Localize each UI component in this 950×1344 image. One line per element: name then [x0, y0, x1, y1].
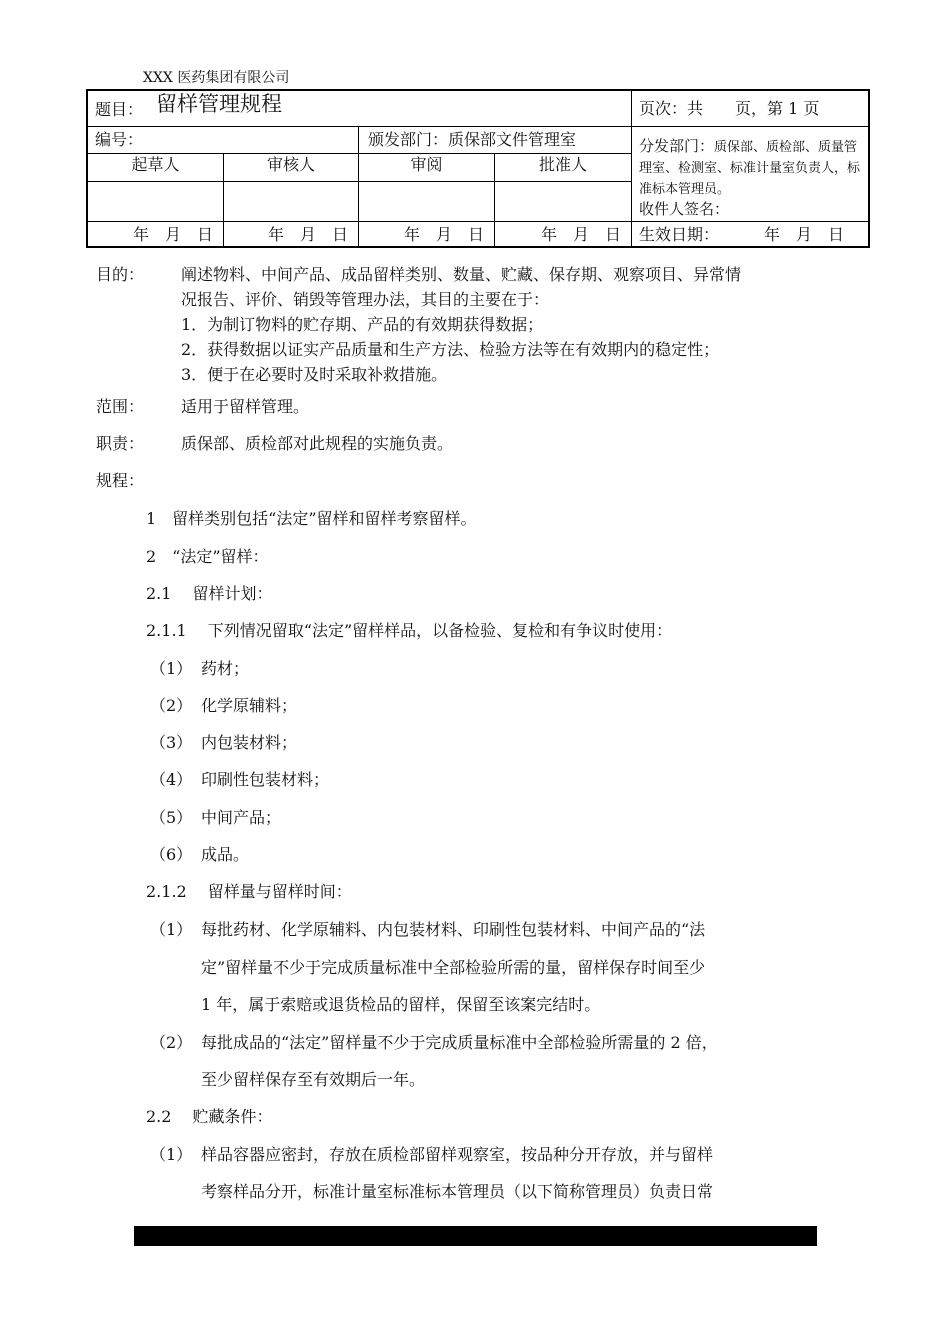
list-item-number: （1）	[150, 1145, 193, 1164]
purpose-item: 3．便于在必要时及时采取补救措施。	[181, 365, 448, 384]
recipient-signature-label: 收件人签名：	[639, 200, 730, 218]
distribution-block	[639, 136, 865, 220]
col-divider	[631, 91, 632, 248]
row-divider	[88, 153, 631, 154]
page-info: 页次：共 页，第 1 页	[639, 99, 820, 118]
list-item-number: （2）	[150, 1033, 193, 1052]
number-label: 编号：	[95, 130, 144, 149]
purpose-label: 目的：	[96, 265, 145, 284]
company-name: XXX 医药集团有限公司	[143, 70, 290, 86]
responsibility-label: 职责：	[96, 434, 145, 453]
list-item: 内包装材料；	[201, 733, 298, 752]
list-item: 化学原辅料；	[201, 696, 298, 715]
purpose-text: 阐述物料、中间产品、成品留样类别、数量、贮藏、保存期、观察项目、异常情	[181, 265, 742, 284]
document-header-table	[86, 89, 870, 248]
paragraph-line: 至少留样保存至有效期后一年。	[201, 1070, 426, 1089]
scope-text: 适用于留样管理。	[181, 397, 310, 416]
footer-bar	[134, 1226, 817, 1246]
list-item-number: （4）	[150, 770, 193, 789]
role-approver: 批准人	[538, 155, 587, 174]
document-title: 留样管理规程	[156, 92, 282, 116]
paragraph-line: 样品容器应密封，存放在质检部留样观察室，按品种分开存放，并与留样	[201, 1145, 714, 1164]
scope-label: 范围：	[96, 397, 145, 416]
purpose-text: 况报告、评价、销毁等管理办法，其目的主要在于：	[181, 290, 550, 309]
section-1: 1 留样类别包括“法定”留样和留样考察留样。	[146, 509, 477, 528]
subject-label: 题目：	[95, 100, 144, 119]
section-2: 2 “法定”留样：	[146, 547, 269, 566]
effective-date-label: 生效日期：	[639, 225, 720, 244]
distribution-departments: 质保部、质检部、质量管理室、检测室、标准计量室负责人，标准标本管理员。	[639, 140, 861, 197]
effective-date: 年 月 日	[764, 225, 845, 244]
list-item-number: （1）	[150, 920, 193, 939]
list-item: 印刷性包装材料；	[201, 770, 330, 789]
purpose-item: 1．为制订物料的贮存期、产品的有效期获得数据；	[181, 315, 544, 334]
paragraph-line: 考察样品分开，标准计量室标准标本管理员（以下简称管理员）负责日常	[201, 1182, 714, 1201]
procedure-label: 规程：	[96, 471, 145, 490]
list-item-number: （3）	[150, 733, 193, 752]
row-divider	[88, 126, 870, 127]
purpose-item: 2．获得数据以证实产品质量和生产方法、检验方法等在有效期内的稳定性；	[181, 340, 720, 359]
paragraph-line: 定”留样量不少于完成质量标准中全部检验所需的量，留样保存时间至少	[201, 958, 706, 977]
list-item: 中间产品；	[201, 808, 282, 827]
distribution-label: 分发部门：	[639, 137, 715, 155]
list-item: 药材；	[201, 659, 250, 678]
role-checker: 审阅	[410, 155, 443, 174]
section-2-2: 2.2 贮藏条件：	[146, 1107, 273, 1126]
date-checker: 年 月 日	[403, 225, 484, 244]
date-approver: 年 月 日	[540, 225, 621, 244]
section-2-1: 2.1 留样计划：	[146, 584, 273, 603]
paragraph-line: 1 年，属于索赔或退货检品的留样，保留至该案完结时。	[201, 995, 601, 1014]
list-item-number: （5）	[150, 808, 193, 827]
date-drafter: 年 月 日	[132, 225, 213, 244]
list-item-number: （6）	[150, 845, 193, 864]
list-item-number: （1）	[150, 659, 193, 678]
section-2-1-1: 2.1.1 下列情况留取“法定”留样样品，以备检验、复检和有争议时使用：	[146, 621, 673, 640]
role-reviewer: 审核人	[266, 155, 315, 174]
list-item-number: （2）	[150, 696, 193, 715]
col-divider	[358, 126, 359, 153]
responsibility-text: 质保部、质检部对此规程的实施负责。	[181, 434, 454, 453]
date-reviewer: 年 月 日	[267, 225, 348, 244]
row-divider	[88, 221, 870, 222]
paragraph-line: 每批药材、化学原辅料、内包装材料、印刷性包装材料、中间产品的“法	[201, 920, 706, 939]
list-item: 成品。	[201, 845, 250, 864]
paragraph-line: 每批成品的“法定”留样量不少于完成质量标准中全部检验所需量的 2 倍，	[201, 1033, 718, 1052]
role-drafter: 起草人	[131, 155, 180, 174]
section-2-1-2: 2.1.2 留样量与留样时间：	[146, 882, 352, 901]
issue-department: 颁发部门：质保部文件管理室	[368, 130, 577, 149]
row-divider	[88, 181, 631, 182]
